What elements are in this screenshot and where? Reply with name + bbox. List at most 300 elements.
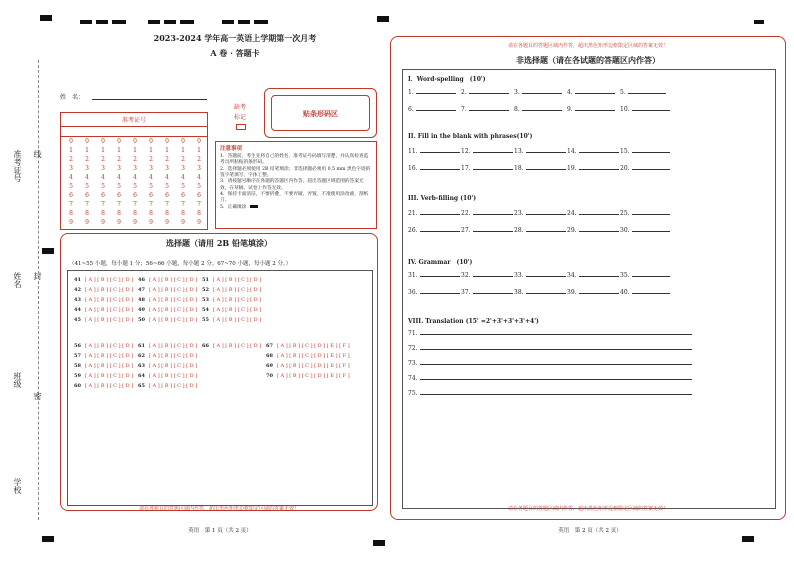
blank-line[interactable] [469,110,509,111]
exam-id-digit[interactable]: 0 [101,138,105,145]
absent-mark-box[interactable] [236,124,246,130]
exam-id-digit[interactable]: 4 [101,174,105,181]
exam-id-digit[interactable]: 0 [165,138,169,145]
exam-id-digit[interactable]: 0 [69,138,73,145]
exam-id-digit[interactable]: 9 [85,219,89,226]
choice-item[interactable] [138,373,197,379]
exam-id-digit[interactable]: 3 [165,165,169,172]
translation-answer[interactable] [408,375,693,382]
exam-id-digit[interactable]: 4 [69,174,73,181]
blank-number: 32. [461,272,471,279]
exam-id-digit[interactable]: 1 [197,147,201,154]
exam-id-digit[interactable]: 5 [133,183,137,190]
exam-id-digit[interactable]: 8 [165,210,169,217]
notes-item-fill [220,205,372,211]
choice-item[interactable] [202,297,261,303]
blank-answer[interactable] [514,165,566,172]
blank-answer[interactable] [567,148,619,155]
exam-id-digit[interactable]: 7 [101,201,105,208]
exam-id-digit[interactable]: 9 [149,219,153,226]
blank-number: 8. [514,106,520,113]
name-field[interactable] [92,99,207,100]
choice-item[interactable] [202,307,261,313]
blank-number: 18. [514,165,524,172]
exam-id-digit[interactable]: 2 [133,156,137,163]
choice-instructions: （41~55 小题，每小题 1 分；56~66 小题，每小题 2 分；67~70 小题，每小题 2 分。） [69,261,292,267]
blank-line[interactable] [579,169,619,170]
exam-id-digit[interactable]: 7 [117,201,121,208]
exam-id-digit[interactable]: 6 [181,192,185,199]
exam-id-digit[interactable]: 9 [69,219,73,226]
registration-mark [754,20,764,24]
option-bubbles[interactable]: [ A ] [ B ] [ C ] [ D ] [149,297,198,303]
exam-id-digit[interactable]: 2 [101,156,105,163]
blank-answer[interactable] [567,106,615,113]
blank-answer[interactable] [408,227,460,234]
blank-line[interactable] [420,169,460,170]
exam-id-digit[interactable]: 4 [197,174,201,181]
question-number: 42 [74,287,81,293]
choice-item[interactable] [138,287,197,293]
option-bubbles[interactable]: [ A ] [ B ] [ C ] [ D ] [85,363,134,369]
choice-grid[interactable] [67,270,373,506]
blank-line[interactable] [526,152,566,153]
option-bubbles[interactable]: [ A ] [ B ] [ C ] [ D ] [149,317,198,323]
blank-number: 25. [620,210,630,217]
option-bubbles[interactable]: [ A ] [ B ] [ C ] [ D ] [85,317,134,323]
exam-id-digit[interactable]: 6 [85,192,89,199]
side-label-exam-id: 准考证号 [13,150,22,182]
question-number: 54 [202,307,209,313]
exam-id-digit-area[interactable] [61,136,207,230]
exam-id-digit[interactable]: 5 [117,183,121,190]
exam-id-digit[interactable]: 4 [181,174,185,181]
blank-answer[interactable] [408,106,456,113]
choice-item[interactable] [202,317,261,323]
exam-id-digit[interactable]: 6 [101,192,105,199]
page1-footer-warning: 请在各题目的答题区域内作答，超出黑色矩形边框限定区域的答案无效！ [138,506,299,512]
choice-item[interactable] [202,277,261,283]
blank-line[interactable] [420,293,460,294]
exam-id-digit[interactable]: 9 [181,219,185,226]
exam-id-digit[interactable]: 7 [133,201,137,208]
exam-id-digit[interactable]: 3 [101,165,105,172]
blank-answer[interactable] [620,272,670,279]
exam-id-digit[interactable]: 6 [149,192,153,199]
exam-id-digit[interactable]: 5 [85,183,89,190]
exam-id-digit[interactable]: 7 [69,201,73,208]
exam-id-digit[interactable]: 9 [101,219,105,226]
exam-id-digit[interactable]: 0 [117,138,121,145]
exam-id-digit[interactable]: 8 [117,210,121,217]
translation-answer[interactable] [408,330,693,337]
exam-id-digit[interactable]: 6 [133,192,137,199]
blank-answer[interactable] [567,165,619,172]
option-bubbles[interactable]: [ A ] [ B ] [ C ] [ D ] [149,277,198,283]
exam-id-digit[interactable]: 5 [69,183,73,190]
option-bubbles[interactable]: [ A ] [ B ] [ C ] [ D ] [ E ] [ F ] [277,343,350,349]
exam-id-digit[interactable]: 8 [85,210,89,217]
choice-item[interactable] [74,297,133,303]
blank-line[interactable] [526,231,566,232]
exam-id-column[interactable] [145,137,157,227]
translation-answer[interactable] [408,360,693,367]
exam-id-digit[interactable]: 3 [181,165,185,172]
exam-id-digit[interactable]: 4 [117,174,121,181]
option-bubbles[interactable]: [ A ] [ B ] [ C ] [ D ] [149,307,198,313]
exam-id-digit[interactable]: 8 [149,210,153,217]
blank-number: 33. [514,272,524,279]
barcode-area [271,95,370,131]
blank-line[interactable] [473,152,513,153]
exam-id-column[interactable] [177,137,189,227]
exam-id-digit[interactable]: 9 [133,219,137,226]
blank-line[interactable] [420,152,460,153]
blank-line[interactable] [473,169,513,170]
blank-answer[interactable] [620,210,670,217]
blank-line[interactable] [473,214,513,215]
option-bubbles[interactable]: [ A ] [ B ] [ C ] [ D ] [ E ] [ F ] [277,373,350,379]
exam-id-digit[interactable]: 7 [85,201,89,208]
exam-id-digit[interactable]: 3 [85,165,89,172]
blank-answer[interactable] [461,165,513,172]
blank-line[interactable] [526,293,566,294]
blank-line[interactable] [579,214,619,215]
exam-id-column[interactable] [193,137,205,227]
exam-id-digit[interactable]: 2 [165,156,169,163]
registration-mark [180,20,194,24]
exam-id-column[interactable] [81,137,93,227]
question-number: 69 [266,363,273,369]
blank-line[interactable] [632,293,670,294]
option-bubbles[interactable]: [ A ] [ B ] [ C ] [ D ] [149,363,198,369]
exam-id-digit[interactable]: 5 [197,183,201,190]
blank-line[interactable] [522,110,562,111]
blank-answer[interactable] [461,272,513,279]
blank-line[interactable] [632,276,670,277]
exam-id-digit[interactable]: 5 [101,183,105,190]
blank-answer[interactable] [620,165,670,172]
blank-answer[interactable] [514,106,562,113]
exam-id-digit[interactable]: 1 [149,147,153,154]
exam-id-digit[interactable]: 0 [181,138,185,145]
choice-item[interactable] [138,277,197,283]
blank-line[interactable] [628,93,666,94]
exam-id-digit[interactable]: 0 [149,138,153,145]
translation-line[interactable] [420,364,692,365]
blank-number: 34. [567,272,577,279]
translation-line[interactable] [420,334,692,335]
option-bubbles[interactable]: [ A ] [ B ] [ C ] [ D ] [213,277,262,283]
option-bubbles[interactable]: [ A ] [ B ] [ C ] [ D ] [213,297,262,303]
blank-answer[interactable] [408,289,460,296]
exam-id-digit[interactable]: 1 [117,147,121,154]
blank-line[interactable] [632,169,670,170]
choice-item[interactable] [266,373,350,379]
page-title: 2023-2024 学年高一英语上学期第一次月考 [153,33,317,43]
binding-line [38,60,39,520]
question-number: 65 [138,383,145,389]
exam-id-digit[interactable]: 6 [69,192,73,199]
choice-item[interactable] [202,287,261,293]
exam-id-digit[interactable]: 2 [197,156,201,163]
question-number: 64 [138,373,145,379]
choice-item[interactable] [266,343,350,349]
exam-id-digit[interactable]: 0 [85,138,89,145]
choice-item[interactable] [138,307,197,313]
notes-box [215,141,377,229]
blank-answer[interactable] [567,289,619,296]
option-bubbles[interactable]: [ A ] [ B ] [ C ] [ D ] [85,287,134,293]
choice-item[interactable] [138,363,197,369]
choice-item[interactable] [74,363,133,369]
blank-line[interactable] [522,93,562,94]
choice-item[interactable] [74,277,133,283]
blank-line[interactable] [526,169,566,170]
blank-answer[interactable] [567,89,615,96]
blank-answer[interactable] [461,106,509,113]
exam-id-digit[interactable]: 3 [133,165,137,172]
registration-mark [112,20,126,24]
blank-line[interactable] [473,276,513,277]
blank-line[interactable] [579,293,619,294]
blank-answer[interactable] [408,148,460,155]
blank-number: 19. [567,165,577,172]
exam-id-digit[interactable]: 5 [165,183,169,190]
blank-answer[interactable] [408,272,460,279]
registration-mark [42,536,54,542]
blank-line[interactable] [632,231,670,232]
choice-item[interactable] [74,287,133,293]
translation-answer[interactable] [408,390,693,397]
option-bubbles[interactable]: [ A ] [ B ] [ C ] [ D ] [213,343,262,349]
option-bubbles[interactable]: [ A ] [ B ] [ C ] [ D ] [85,277,134,283]
exam-id-digit[interactable]: 1 [133,147,137,154]
absent-label-2: 标记 [234,114,247,121]
choice-item[interactable] [138,343,197,349]
choice-item[interactable] [74,343,133,349]
blank-line[interactable] [420,231,460,232]
exam-id-digit[interactable]: 6 [165,192,169,199]
choice-item[interactable] [74,307,133,313]
exam-id-digit[interactable]: 8 [181,210,185,217]
exam-id-digit[interactable]: 6 [197,192,201,199]
exam-id-digit[interactable]: 5 [181,183,185,190]
option-bubbles[interactable]: [ A ] [ B ] [ C ] [ D ] [ E ] [ F ] [277,353,350,359]
blank-answer[interactable] [620,148,670,155]
exam-id-digit[interactable]: 7 [181,201,185,208]
choice-item[interactable] [74,373,133,379]
blank-answer[interactable] [567,210,619,217]
option-bubbles[interactable]: [ A ] [ B ] [ C ] [ D ] [149,383,198,389]
option-bubbles[interactable]: [ A ] [ B ] [ C ] [ D ] [85,383,134,389]
option-bubbles[interactable]: [ A ] [ B ] [ C ] [ D ] [85,297,134,303]
blank-number: 3. [514,89,520,96]
blank-answer[interactable] [461,89,509,96]
exam-id-digit[interactable]: 1 [69,147,73,154]
exam-id-digit[interactable]: 7 [197,201,201,208]
choice-item[interactable] [74,383,133,389]
choice-item[interactable] [138,297,197,303]
exam-id-digit[interactable]: 3 [69,165,73,172]
blank-line[interactable] [416,110,456,111]
option-bubbles[interactable]: [ A ] [ B ] [ C ] [ D ] [149,287,198,293]
option-bubbles[interactable]: [ A ] [ B ] [ C ] [ D ] [85,307,134,313]
blank-line[interactable] [420,276,460,277]
exam-id-digit[interactable]: 4 [85,174,89,181]
exam-id-column[interactable] [129,137,141,227]
blank-number: 30. [620,227,630,234]
blank-answer[interactable] [514,289,566,296]
option-bubbles[interactable]: [ A ] [ B ] [ C ] [ D ] [149,353,198,359]
translation-line[interactable] [420,379,692,380]
blank-line[interactable] [579,152,619,153]
choice-item[interactable] [74,353,133,359]
blank-line[interactable] [526,276,566,277]
blank-line[interactable] [420,214,460,215]
blank-line[interactable] [632,152,670,153]
choice-item[interactable] [266,353,350,359]
question-number: 44 [74,307,81,313]
exam-id-digit[interactable]: 1 [85,147,89,154]
choice-item[interactable] [202,343,261,349]
blank-answer[interactable] [408,89,456,96]
option-bubbles[interactable]: [ A ] [ B ] [ C ] [ D ] [149,373,198,379]
exam-id-column[interactable] [161,137,173,227]
exam-id-digit[interactable]: 1 [165,147,169,154]
exam-id-digit[interactable]: 5 [149,183,153,190]
blank-line[interactable] [526,214,566,215]
exam-id-digit[interactable]: 0 [133,138,137,145]
exam-id-digit[interactable]: 3 [197,165,201,172]
blank-answer[interactable] [567,227,619,234]
exam-id-digit[interactable]: 8 [101,210,105,217]
exam-id-digit[interactable]: 6 [117,192,121,199]
translation-line[interactable] [420,394,692,395]
exam-id-digit[interactable]: 7 [165,201,169,208]
exam-id-digit[interactable]: 2 [149,156,153,163]
blank-line[interactable] [575,93,615,94]
blank-line[interactable] [632,214,670,215]
blank-number: 17. [461,165,471,172]
blank-line[interactable] [579,231,619,232]
translation-answer[interactable] [408,345,693,352]
blank-line[interactable] [575,110,615,111]
section-title: IV. Grammar (10') [408,259,473,266]
question-number: 62 [138,353,145,359]
choice-title: 选择题（请用 2B 铅笔填涂） [166,238,272,248]
blank-number: 22. [461,210,471,217]
blank-answer[interactable] [461,227,513,234]
exam-id-digit[interactable]: 2 [69,156,73,163]
registration-mark [80,20,92,24]
exam-id-column[interactable] [97,137,109,227]
blank-line[interactable] [473,231,513,232]
blank-answer[interactable] [461,148,513,155]
page2-top-warning: 请在各题目的答题区域内作答，超出黑色矩形边框限定区域的答案无效！ [507,43,668,49]
notes-title: 注意事项 [220,146,243,152]
choice-item[interactable] [138,383,197,389]
exam-id-column[interactable] [113,137,125,227]
exam-id-digit[interactable]: 3 [149,165,153,172]
blank-line[interactable] [632,110,670,111]
exam-id-digit[interactable]: 8 [197,210,201,217]
blank-answer[interactable] [514,210,566,217]
exam-id-label: 准考证号 [61,115,207,127]
exam-id-digit[interactable]: 2 [181,156,185,163]
option-bubbles[interactable]: [ A ] [ B ] [ C ] [ D ] [213,317,262,323]
exam-id-grid[interactable] [60,112,208,230]
blank-answer[interactable] [514,148,566,155]
blank-answer[interactable] [620,289,670,296]
exam-id-digit[interactable]: 9 [197,219,201,226]
choice-item[interactable] [138,353,197,359]
blank-line[interactable] [416,93,456,94]
question-number: 60 [74,383,81,389]
exam-id-digit[interactable]: 8 [133,210,137,217]
exam-id-digit[interactable]: 2 [117,156,121,163]
blank-line[interactable] [473,293,513,294]
exam-id-digit[interactable]: 1 [181,147,185,154]
question-number: 49 [138,307,145,313]
blank-answer[interactable] [461,289,513,296]
blank-number: 10. [620,106,630,113]
exam-id-digit[interactable]: 2 [85,156,89,163]
option-bubbles[interactable]: [ A ] [ B ] [ C ] [ D ] [85,373,134,379]
blank-answer[interactable] [461,210,513,217]
side-label-line: 线 [33,150,42,158]
blank-answer[interactable] [620,227,670,234]
choice-item[interactable] [138,317,197,323]
absent-label: 缺考 [234,104,247,111]
exam-id-digit[interactable]: 7 [149,201,153,208]
exam-id-digit[interactable]: 4 [149,174,153,181]
exam-id-digit[interactable]: 8 [69,210,73,217]
exam-id-digit[interactable]: 3 [117,165,121,172]
blank-answer[interactable] [620,106,670,113]
option-bubbles[interactable]: [ A ] [ B ] [ C ] [ D ] [213,307,262,313]
exam-id-digit[interactable]: 1 [101,147,105,154]
exam-id-digit[interactable]: 4 [133,174,137,181]
translation-line[interactable] [420,349,692,350]
blank-answer[interactable] [514,227,566,234]
exam-id-digit[interactable]: 0 [197,138,201,145]
option-bubbles[interactable]: [ A ] [ B ] [ C ] [ D ] [85,343,134,349]
section-title: II. Fill in the blank with phrases(10') [408,133,533,140]
blank-line[interactable] [469,93,509,94]
blank-line[interactable] [579,276,619,277]
choice-item[interactable] [266,363,350,369]
blank-answer[interactable] [514,272,566,279]
option-bubbles[interactable]: [ A ] [ B ] [ C ] [ D ] [ E ] [ F ] [277,363,350,369]
side-label-school: 学校 [13,478,22,494]
exam-id-column[interactable] [65,137,77,227]
option-bubbles[interactable]: [ A ] [ B ] [ C ] [ D ] [213,287,262,293]
exam-id-digit[interactable]: 9 [165,219,169,226]
exam-id-digit[interactable]: 9 [117,219,121,226]
side-label-secret: 密 [33,392,42,400]
blank-answer[interactable] [408,165,460,172]
option-bubbles[interactable]: [ A ] [ B ] [ C ] [ D ] [149,343,198,349]
blank-answer[interactable] [514,89,562,96]
exam-id-digit[interactable]: 4 [165,174,169,181]
blank-answer[interactable] [567,272,619,279]
blank-answer[interactable] [620,89,666,96]
choice-item[interactable] [74,317,133,323]
option-bubbles[interactable]: [ A ] [ B ] [ C ] [ D ] [85,353,134,359]
notes-item: 2．选择题必须使用 2B 铅笔填涂；非选择题必须用 0.5 mm 黑色字迹的签字笔填写，字体工整。 [220,166,371,179]
blank-answer[interactable] [408,210,460,217]
